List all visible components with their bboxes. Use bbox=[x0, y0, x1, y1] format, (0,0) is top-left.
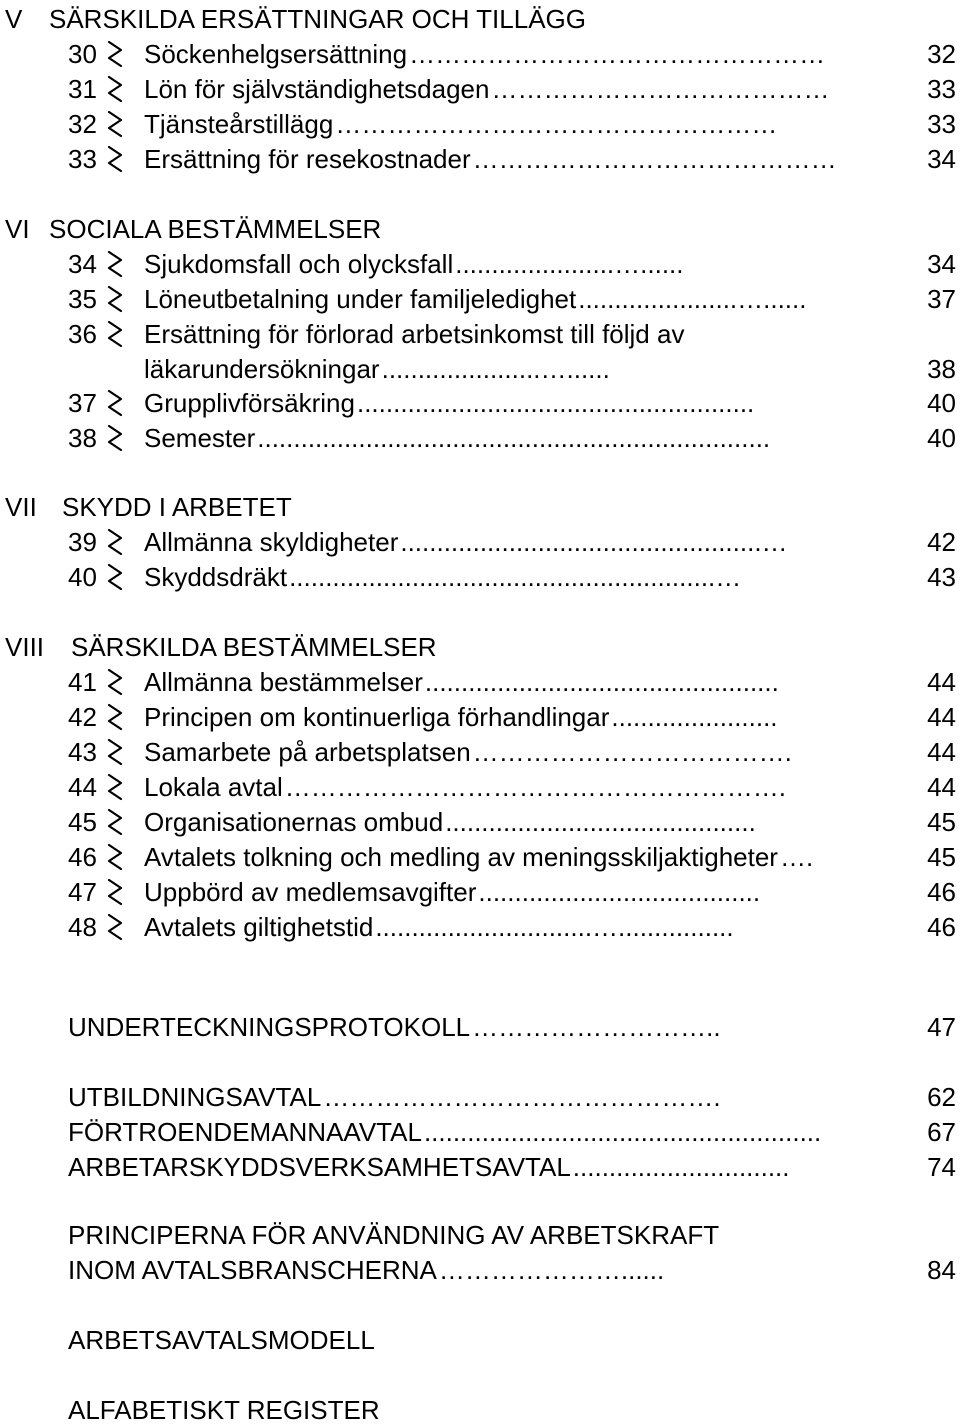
section-number: 34 bbox=[68, 249, 97, 279]
section-sign-icon bbox=[104, 320, 126, 348]
appendix-entry[interactable] bbox=[0, 1218, 960, 1252]
entry-title: Tjänsteårstillägg bbox=[144, 109, 334, 139]
section-sign-icon bbox=[104, 424, 126, 452]
dot-leader: ..................................................… bbox=[400, 527, 788, 557]
page-number: 45 bbox=[927, 807, 956, 837]
section-sign-icon bbox=[104, 913, 126, 941]
dot-leader: ......................…...... bbox=[578, 284, 807, 314]
section-sign-icon bbox=[104, 843, 126, 871]
section-number: 46 bbox=[68, 842, 97, 872]
dot-leader: ..............................…................ bbox=[375, 912, 734, 942]
section-number: 47 bbox=[68, 877, 97, 907]
section-number: 41 bbox=[68, 667, 97, 697]
page-number: 44 bbox=[927, 737, 956, 767]
dot-leader: ....................................................................... bbox=[257, 423, 771, 453]
entry-title: Organisationernas ombud bbox=[144, 807, 444, 837]
page-number: 40 bbox=[927, 388, 956, 418]
page-number: 32 bbox=[927, 39, 956, 69]
toc-entry[interactable] bbox=[0, 840, 960, 874]
entry-title: Skyddsdräkt bbox=[144, 562, 288, 592]
chapter-title: SKYDD I ARBETET bbox=[62, 492, 292, 522]
toc-entry[interactable] bbox=[0, 665, 960, 699]
page-number: 37 bbox=[927, 284, 956, 314]
dot-leader: ………………………………………… bbox=[409, 39, 826, 69]
section-sign-icon bbox=[104, 250, 126, 278]
page-number: 84 bbox=[927, 1255, 956, 1285]
section-sign-icon bbox=[104, 145, 126, 173]
section-number: 39 bbox=[68, 527, 97, 557]
page-number: 62 bbox=[927, 1082, 956, 1112]
entry-title: Sjukdomsfall och olycksfall bbox=[144, 249, 454, 279]
appendix-entry-continuation bbox=[0, 1253, 960, 1287]
section-sign-icon bbox=[104, 808, 126, 836]
section-sign-icon bbox=[104, 738, 126, 766]
section-sign-icon bbox=[104, 703, 126, 731]
entry-title-continuation: läkarundersökningar bbox=[144, 354, 380, 384]
chapter-title: SOCIALA BESTÄMMELSER bbox=[49, 214, 382, 244]
chapter-title: SÄRSKILDA ERSÄTTNINGAR OCH TILLÄGG bbox=[49, 4, 586, 34]
section-number: 43 bbox=[68, 737, 97, 767]
page-number: 34 bbox=[927, 249, 956, 279]
section-number: 32 bbox=[68, 109, 97, 139]
page-number: 45 bbox=[927, 842, 956, 872]
toc-entry[interactable] bbox=[0, 386, 960, 420]
section-number: 37 bbox=[68, 388, 97, 418]
dot-leader: ......................…...... bbox=[381, 354, 610, 384]
toc-entry[interactable] bbox=[0, 700, 960, 734]
entry-title: Allmänna bestämmelser bbox=[144, 667, 423, 697]
dot-leader: ....................................................... bbox=[356, 388, 755, 418]
section-number: 30 bbox=[68, 39, 97, 69]
dot-leader: …………………………………………… bbox=[335, 109, 778, 139]
page-number: 47 bbox=[927, 1012, 956, 1042]
appendix-title: FÖRTROENDEMANNAAVTAL bbox=[68, 1117, 422, 1147]
entry-title: Lön för självständighetsdagen bbox=[144, 74, 490, 104]
toc-entry[interactable] bbox=[0, 735, 960, 769]
toc-entry[interactable] bbox=[0, 770, 960, 804]
section-number: 33 bbox=[68, 144, 97, 174]
chapter-heading bbox=[0, 212, 960, 246]
page-number: 46 bbox=[927, 877, 956, 907]
page-number: 44 bbox=[927, 667, 956, 697]
entry-title: Semester bbox=[144, 423, 256, 453]
dot-leader: ....................... bbox=[611, 702, 778, 732]
section-sign-icon bbox=[104, 668, 126, 696]
chapter-title: SÄRSKILDA BESTÄMMELSER bbox=[71, 632, 437, 662]
toc-entry[interactable] bbox=[0, 107, 960, 141]
chapter-heading bbox=[0, 2, 960, 36]
appendix-entry[interactable] bbox=[0, 1150, 960, 1184]
dot-leader: …………………………………… bbox=[472, 144, 837, 174]
toc-entry[interactable] bbox=[0, 805, 960, 839]
appendix-entry[interactable] bbox=[0, 1010, 960, 1044]
entry-title: Grupplivförsäkring bbox=[144, 388, 355, 418]
appendix-title: UTBILDNINGSAVTAL bbox=[68, 1082, 322, 1112]
toc-entry[interactable] bbox=[0, 72, 960, 106]
page-number: 46 bbox=[927, 912, 956, 942]
chapter-number: V bbox=[5, 4, 23, 34]
dot-leader: ................................................. bbox=[424, 667, 779, 697]
toc-entry[interactable] bbox=[0, 142, 960, 176]
page-number: 44 bbox=[927, 702, 956, 732]
toc-entry[interactable] bbox=[0, 247, 960, 281]
entry-title: Allmänna skyldigheter bbox=[144, 527, 399, 557]
chapter-number: VI bbox=[5, 214, 30, 244]
dot-leader: ....................................................... bbox=[423, 1117, 822, 1147]
page-number: 67 bbox=[927, 1117, 956, 1147]
appendix-title-continuation: INOM AVTALSBRANSCHERNA bbox=[68, 1255, 437, 1285]
appendix-title: ARBETARSKYDDSVERKSAMHETSAVTAL bbox=[68, 1152, 571, 1182]
entry-title: Ersättning för resekostnader bbox=[144, 144, 471, 174]
section-number: 35 bbox=[68, 284, 97, 314]
dot-leader: ........................................... bbox=[445, 807, 756, 837]
section-number: 44 bbox=[68, 772, 97, 802]
chapter-number: VII bbox=[5, 492, 37, 522]
section-sign-icon bbox=[104, 528, 126, 556]
page-number: 38 bbox=[927, 354, 956, 384]
dot-leader: ……………………….. bbox=[472, 1012, 721, 1042]
dot-leader: .............................. bbox=[572, 1152, 790, 1182]
chapter-number: VIII bbox=[5, 632, 45, 662]
dot-leader: ...........................................................… bbox=[289, 562, 742, 592]
dot-leader: ....................................... bbox=[478, 877, 761, 907]
section-sign-icon bbox=[104, 878, 126, 906]
entry-title: Ersättning för förlorad arbetsinkomst till följd av bbox=[144, 319, 685, 349]
page-number: 42 bbox=[927, 527, 956, 557]
dot-leader: ………………………………………. bbox=[323, 1082, 721, 1112]
page-number: 33 bbox=[927, 74, 956, 104]
entry-title: Lokala avtal bbox=[144, 772, 283, 802]
dot-leader: ......................…...... bbox=[455, 249, 684, 279]
section-number: 31 bbox=[68, 74, 97, 104]
entry-title: Löneutbetalning under familjeledighet bbox=[144, 284, 577, 314]
section-number: 36 bbox=[68, 319, 97, 349]
section-sign-icon bbox=[104, 563, 126, 591]
section-sign-icon bbox=[104, 773, 126, 801]
section-sign-icon bbox=[104, 110, 126, 138]
toc-entry[interactable] bbox=[0, 875, 960, 909]
toc-entry[interactable] bbox=[0, 421, 960, 455]
toc-entry[interactable] bbox=[0, 560, 960, 594]
toc-entry[interactable] bbox=[0, 317, 960, 351]
chapter-heading bbox=[0, 630, 960, 664]
section-sign-icon bbox=[104, 389, 126, 417]
page-number: 74 bbox=[927, 1152, 956, 1182]
dot-leader: ………………………………. bbox=[472, 737, 792, 767]
section-number: 42 bbox=[68, 702, 97, 732]
toc-entry[interactable] bbox=[0, 525, 960, 559]
entry-title: Söckenhelgsersättning bbox=[144, 39, 408, 69]
section-number: 40 bbox=[68, 562, 97, 592]
chapter-heading bbox=[0, 490, 960, 524]
section-number: 38 bbox=[68, 423, 97, 453]
entry-title: Avtalets giltighetstid bbox=[144, 912, 374, 942]
appendix-entry[interactable] bbox=[0, 1393, 960, 1427]
appendix-title: ALFABETISKT REGISTER bbox=[68, 1395, 380, 1425]
section-sign-icon bbox=[104, 285, 126, 313]
appendix-title: ARBETSAVTALSMODELL bbox=[68, 1325, 375, 1355]
appendix-title: PRINCIPERNA FÖR ANVÄNDNING AV ARBETSKRAFT bbox=[68, 1220, 720, 1250]
page-number: 33 bbox=[927, 109, 956, 139]
entry-title: Avtalets tolkning och medling av meningsskiljaktigheter bbox=[144, 842, 778, 872]
toc-entry[interactable] bbox=[0, 282, 960, 316]
page-number: 34 bbox=[927, 144, 956, 174]
toc-entry[interactable] bbox=[0, 37, 960, 71]
appendix-title: UNDERTECKNINGSPROTOKOLL bbox=[68, 1012, 471, 1042]
dot-leader: …………………...... bbox=[438, 1255, 665, 1285]
entry-title: Samarbete på arbetsplatsen bbox=[144, 737, 471, 767]
page-number: 43 bbox=[927, 562, 956, 592]
toc-entry[interactable] bbox=[0, 910, 960, 944]
section-sign-icon bbox=[104, 75, 126, 103]
entry-title: Principen om kontinuerliga förhandlingar bbox=[144, 702, 610, 732]
dot-leader: ………………………………… bbox=[491, 74, 830, 104]
dot-leader: …………………………………………………. bbox=[284, 772, 786, 802]
section-number: 48 bbox=[68, 912, 97, 942]
entry-title: Uppbörd av medlemsavgifter bbox=[144, 877, 477, 907]
appendix-entry[interactable] bbox=[0, 1115, 960, 1149]
page-number: 44 bbox=[927, 772, 956, 802]
page-number: 40 bbox=[927, 423, 956, 453]
section-number: 45 bbox=[68, 807, 97, 837]
dot-leader: …. bbox=[779, 842, 814, 872]
toc-entry-continuation bbox=[0, 352, 960, 386]
section-sign-icon bbox=[104, 40, 126, 68]
appendix-entry[interactable] bbox=[0, 1080, 960, 1114]
appendix-entry[interactable] bbox=[0, 1323, 960, 1357]
